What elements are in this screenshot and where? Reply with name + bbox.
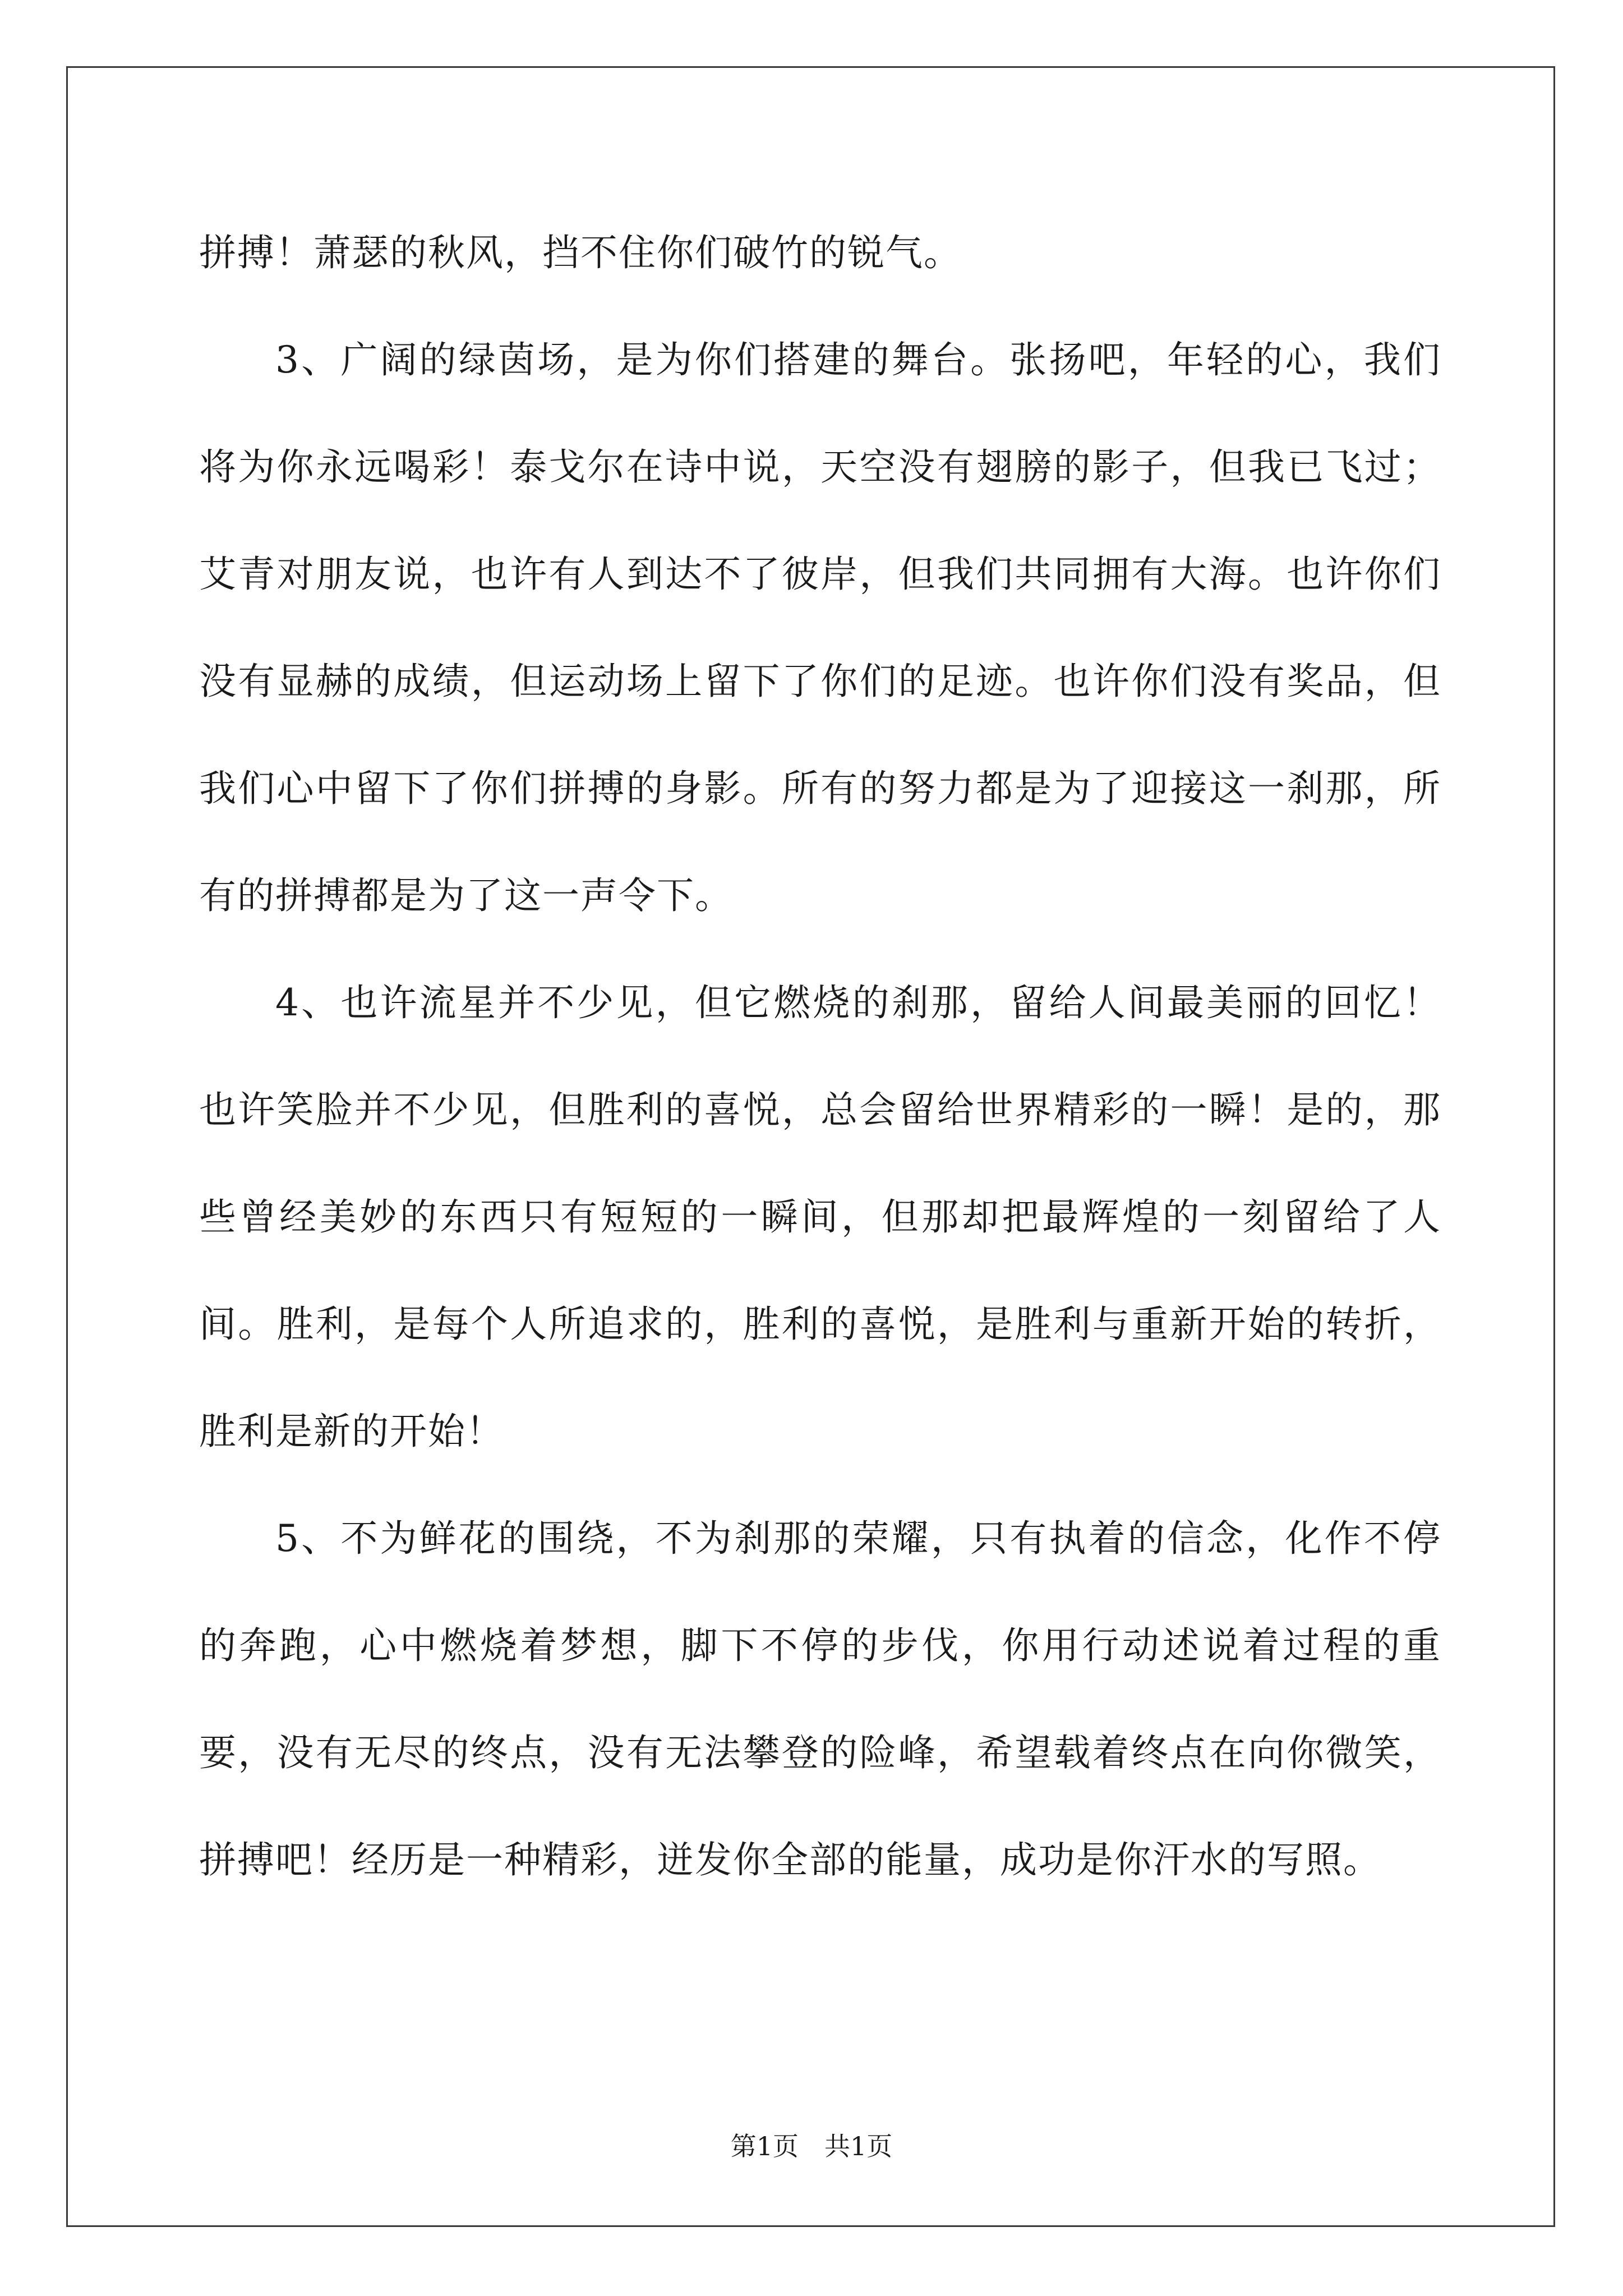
paragraph-2: 3、广阔的绿茵场，是为你们搭建的舞台。张扬吧，年轻的心，我们将为你永远喝彩！泰戈尔在诗中说，天空没有翅膀的影子，但我已飞过；艾青对朋友说，也许有人到达不了彼岸，但我们共同拥有大海。也许你们没有显赫的成绩，但运动场上留下了你们的足迹。也许你们没有奖品，但我们心中留下了你们拼搏的身影。所有的努力都是为了迎接这一刹那，所有的拼搏都是为了这一声令下。	[199, 338, 1441, 917]
page-number: 第1页 共1页	[730, 2131, 893, 2161]
paragraph-4: 5、不为鲜花的围绕，不为刹那的荣耀，只有执着的信念，化作不停的奔跑，心中燃烧着梦想，脚下不停的步伐，你用行动述说着过程的重要，没有无尽的终点，没有无法攀登的险峰，希望载着终点在向你微笑，拼搏吧！经历是一种精彩，迸发你全部的能量，成功是你汗水的写照。	[199, 1517, 1441, 1881]
paragraph-1: 拼搏！萧瑟的秋风，挡不住你们破竹的锐气。	[199, 231, 962, 274]
document-body	[199, 199, 1441, 1913]
paragraph-3: 4、也许流星并不少见，但它燃烧的刹那，留给人间最美丽的回忆！也许笑脸并不少见，但胜利的喜悦，总会留给世界精彩的一瞬！是的，那些曾经美妙的东西只有短短的一瞬间，但那却把最辉煌的一刻留给了人间。胜利，是每个人所追求的，胜利的喜悦，是胜利与重新开始的转折，胜利是新的开始！	[199, 981, 1441, 1453]
